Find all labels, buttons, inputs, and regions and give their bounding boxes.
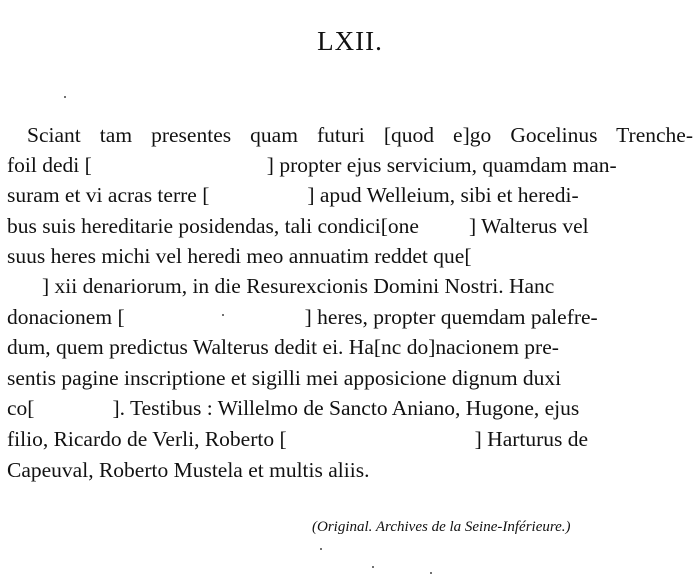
text-line-4-segment-a: bus suis hereditarie posidendas, tali condici[one (7, 214, 419, 238)
scan-speck (222, 314, 224, 316)
text-line-12 (7, 456, 369, 484)
text-line-6-segment: ] xii denariorum, in die Resurexcionis Domini Nostri. Hanc (42, 274, 555, 298)
text-line-9 (7, 364, 561, 392)
scan-speck (372, 566, 374, 568)
text-line-10-segment-a: co[ (7, 396, 35, 420)
text-line-10-segment-b: ]. Testibus : Willelmo de Sancto Aniano, Hugone, ejus (112, 396, 580, 420)
text-line-7-segment-b: ] heres, propter quemdam palefre- (304, 305, 598, 329)
text-line-11-segment-b: ] Harturus de (474, 427, 589, 451)
text-line-4-segment-b: ] Walterus vel (468, 214, 589, 238)
text-line-3-segment-a: suram et vi acras terre [ (7, 183, 210, 207)
text-line-5-segment: suus heres michi vel heredi meo annuatim reddet que[ (7, 244, 472, 268)
text-line-7 (7, 303, 598, 331)
source-citation: (Original. Archives de la Seine-Inférieure.) (312, 519, 571, 535)
text-line-5 (7, 242, 472, 270)
text-line-7-segment-a: donacionem [ (7, 305, 125, 329)
text-line-4 (7, 212, 589, 240)
text-line-9-segment: sentis pagine inscriptione et sigilli mei apposicione dignum duxi (7, 366, 562, 390)
text-line-12-segment: Capeuval, Roberto Mustela et multis aliis. (7, 458, 370, 482)
text-line-3-segment-b: ] apud Welleium, sibi et heredi- (307, 183, 579, 207)
text-line-2 (7, 151, 617, 179)
charter-number-heading: LXII. (317, 26, 383, 56)
text-line-3 (7, 181, 579, 209)
text-line-6 (42, 272, 554, 300)
text-line-2-segment-a: foil dedi [ (7, 153, 92, 177)
scan-speck (320, 548, 322, 550)
text-line-10 (7, 394, 579, 422)
text-line-8-segment: dum, quem predictus Walterus dedit ei. Ha[nc do]nacionem pre- (7, 335, 559, 359)
text-line-11-segment-a: filio, Ricardo de Verli, Roberto [ (7, 427, 287, 451)
scan-speck (430, 572, 432, 574)
scan-speck (64, 96, 66, 98)
text-line-1 (27, 121, 693, 149)
text-line-11 (7, 425, 588, 453)
text-line-8 (7, 333, 559, 361)
text-line-1-segment: Sciant tam presentes quam futuri [quod e]go Gocelinus Trenche- (27, 123, 693, 147)
text-line-2-segment-b: ] propter ejus servicium, quamdam man- (266, 153, 617, 177)
